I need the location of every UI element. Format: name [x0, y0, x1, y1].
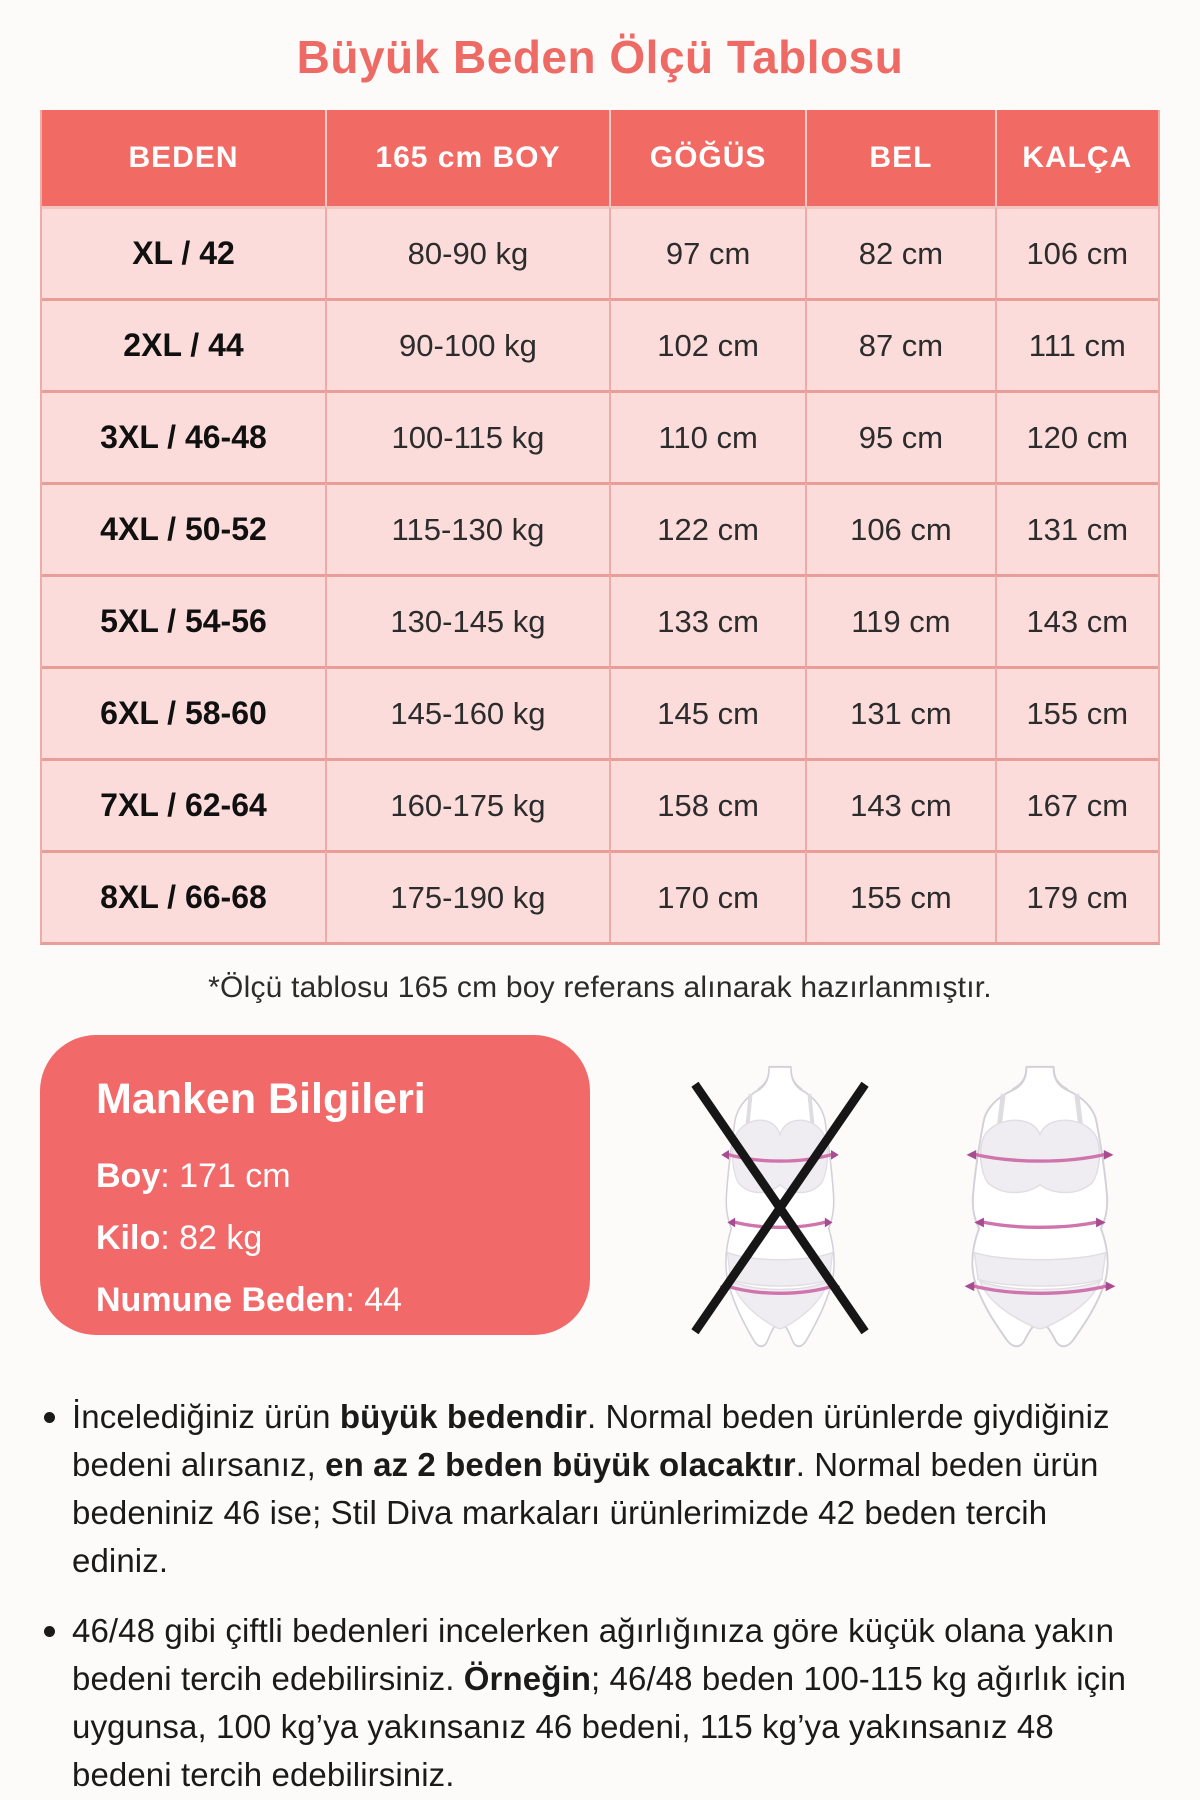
model-sample-size-value: : 44 [345, 1281, 403, 1319]
table-cell: 167 cm [995, 758, 1158, 850]
model-weight-line [96, 1214, 540, 1262]
model-sample-size-line [96, 1276, 540, 1324]
bullet-text: ; 46/48 beden 100-115 kg ağırlık için uygunsa, 100 kg’ya yakınsanız 46 bedeni, 115 kg’ya yakınsanız 48 bedeni tercih edebilirsiniz. [72, 1660, 1127, 1793]
bullet-plus-size-note [40, 1393, 1140, 1585]
table-cell: 110 cm [609, 390, 805, 482]
table-header-beden: BEDEN [42, 110, 325, 206]
table-header-bel: BEL [805, 110, 994, 206]
bullet-text-bold: en az 2 beden büyük olacaktır [325, 1446, 796, 1483]
table-cell: 5XL / 54-56 [42, 574, 325, 666]
model-height-value: : 171 cm [160, 1157, 291, 1195]
table-header-kalca: KALÇA [995, 110, 1158, 206]
table-cell: 106 cm [995, 206, 1158, 298]
size-table [40, 110, 1160, 945]
table-cell: 179 cm [995, 850, 1158, 942]
table-cell: 130-145 kg [325, 574, 609, 666]
model-info-row [40, 1035, 1160, 1353]
table-cell: 145 cm [609, 666, 805, 758]
table-cell: 155 cm [805, 850, 994, 942]
table-cell: 115-130 kg [325, 482, 609, 574]
model-weight-value: : 82 kg [160, 1219, 263, 1257]
table-cell: 131 cm [805, 666, 994, 758]
model-info-title: Manken Bilgileri [96, 1075, 426, 1123]
table-cell: 90-100 kg [325, 298, 609, 390]
table-cell: 95 cm [805, 390, 994, 482]
table-cell: 160-175 kg [325, 758, 609, 850]
table-cell: 100-115 kg [325, 390, 609, 482]
model-height-label: Boy [96, 1157, 161, 1195]
table-cell: 120 cm [995, 390, 1158, 482]
table-cell: 119 cm [805, 574, 994, 666]
table-cell: 8XL / 66-68 [42, 850, 325, 942]
table-cell: 122 cm [609, 482, 805, 574]
info-bullets [40, 1393, 1160, 1799]
bullet-text-bold: Örneğin [463, 1660, 591, 1697]
table-cell: 155 cm [995, 666, 1158, 758]
table-cell: 143 cm [995, 574, 1158, 666]
table-cell: 175-190 kg [325, 850, 609, 942]
table-cell: 158 cm [609, 758, 805, 850]
table-cell: 111 cm [995, 298, 1158, 390]
table-header-gogus: GÖĞÜS [609, 110, 805, 206]
table-cell: 2XL / 44 [42, 298, 325, 390]
table-cell: 87 cm [805, 298, 994, 390]
model-weight-label: Kilo [96, 1219, 161, 1257]
body-figures [590, 1035, 1160, 1353]
page-title: Büyük Beden Ölçü Tablosu [296, 31, 904, 83]
table-cell: 97 cm [609, 206, 805, 298]
table-cell: 102 cm [609, 298, 805, 390]
bullet-text: İncelediğiniz ürün [72, 1398, 340, 1435]
table-cell: 170 cm [609, 850, 805, 942]
table-cell: 4XL / 50-52 [42, 482, 325, 574]
bullet-text: . Normal beden ürünlerde giydiğiniz bedeni alırsanız, [72, 1398, 1110, 1483]
table-cell: 106 cm [805, 482, 994, 574]
model-sample-size-label: Numune Beden [96, 1281, 346, 1319]
table-cell: 82 cm [805, 206, 994, 298]
bullet-text-bold: büyük bedendir [339, 1398, 588, 1435]
table-cell: XL / 42 [42, 206, 325, 298]
table-cell: 3XL / 46-48 [42, 390, 325, 482]
table-cell: 133 cm [609, 574, 805, 666]
model-info-box [40, 1035, 590, 1335]
bullet-text: 46/48 gibi çiftli bedenleri incelerken ağırlığınıza göre küçük olana yakın bedeni tercih edebilirsiniz. [72, 1612, 1115, 1697]
bullet-text: . Normal beden ürün bedeniniz 46 ise; Stil Diva markaları ürünlerimizde 42 beden tercih ediniz. [72, 1446, 1099, 1579]
table-cell: 7XL / 62-64 [42, 758, 325, 850]
table-cell: 80-90 kg [325, 206, 609, 298]
table-cell: 143 cm [805, 758, 994, 850]
table-cell: 131 cm [995, 482, 1158, 574]
table-cell: 6XL / 58-60 [42, 666, 325, 758]
table-footnote: *Ölçü tablosu 165 cm boy referans alınarak hazırlanmıştır. [208, 971, 992, 1004]
table-cell: 145-160 kg [325, 666, 609, 758]
model-height-line [96, 1152, 540, 1200]
bullet-double-size-note [40, 1607, 1140, 1799]
table-header-boy: 165 cm BOY [325, 110, 609, 206]
plus-size-figure-icon [935, 1063, 1145, 1353]
crossed-out-slim-figure-icon [675, 1063, 885, 1353]
